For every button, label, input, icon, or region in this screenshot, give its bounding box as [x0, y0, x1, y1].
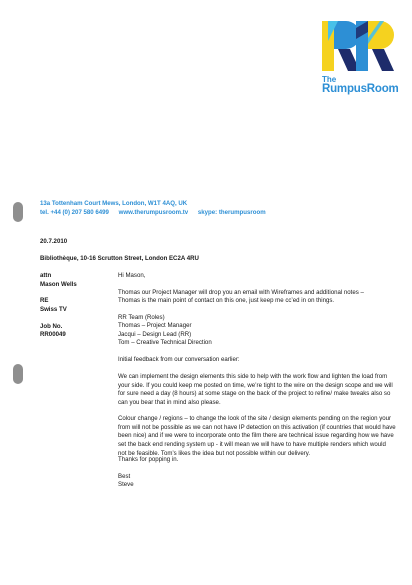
feedback-paragraph-1: We can implement the design elements this side to help with the work flow and lighten the load from your side. If you could keep me posted on time, we’re tight to the wire on the design scope and we will for sure need a day (8 hours) at some stage on the back of the project to refine/ make tweaks also so can you bear that in mind also please. [118, 373, 393, 407]
attn-label: attn [40, 272, 52, 279]
logo-mark-icon [318, 18, 396, 74]
team-title: RR Team (Roles) [118, 314, 165, 321]
address-line: 13a Tottenham Court Mews, London, W1T 4AQ, UK [40, 200, 188, 207]
sign-off: Best [118, 473, 131, 480]
telephone: tel. +44 (0) 207 580 6499 [40, 209, 109, 217]
logo-name-text: RumpusRoom [322, 83, 399, 95]
intro-line-1: Thomas our Project Manager will drop you an email with Wireframes and additional notes – [118, 289, 364, 296]
address-block [40, 199, 274, 218]
thanks-line: Thanks for popping in. [118, 456, 179, 463]
re-value: Swiss TV [40, 306, 67, 313]
re-label: RE [40, 297, 49, 304]
team-member-3: Tom – Creative Technical Direction [118, 339, 212, 346]
team-member-1: Thomas – Project Manager [118, 322, 192, 329]
logo-r2-leg [372, 49, 394, 71]
attn-value: Mason Wells [40, 281, 77, 288]
logo-the-text: The [322, 75, 337, 84]
greeting: Hi Mason, [118, 272, 146, 279]
intro-line-2: Thomas is the main point of contact on this one, just keep me cc’ed in on things. [118, 297, 335, 304]
letter-date: 20.7.2010 [40, 238, 68, 245]
logo-wordmark [322, 76, 412, 96]
job-label: Job No. [40, 323, 63, 330]
team-member-2: Jacqui – Design Lead (RR) [118, 331, 192, 338]
feedback-heading: Initial feedback from our conversation earlier: [118, 356, 240, 363]
skype-handle: skype: therumpusroom [197, 209, 266, 217]
website-link[interactable]: www.therumpusroom.tv [118, 209, 189, 217]
signature: Steve [118, 481, 134, 488]
punch-hole-bottom [13, 364, 23, 384]
contact-line [40, 208, 274, 217]
punch-hole-top [13, 202, 23, 222]
job-value: RR00049 [40, 331, 66, 338]
letter-location: Bibliothèque, 10-16 Scrutton Street, London EC2A 4RU [40, 255, 199, 262]
feedback-paragraph-2: Colour change / regions – to change the look of the site / design elements pending on the region your from will not be possible as we can not have IP detection on this activation (if countries that would have been nice) and if we were to incorporate onto the film there are technical issue regarding how we have set the back end rending system up - it will mean we will have to have multiple renders which would not be feasible. Tom’s likes the idea but not possible within our delivery. [118, 415, 396, 457]
